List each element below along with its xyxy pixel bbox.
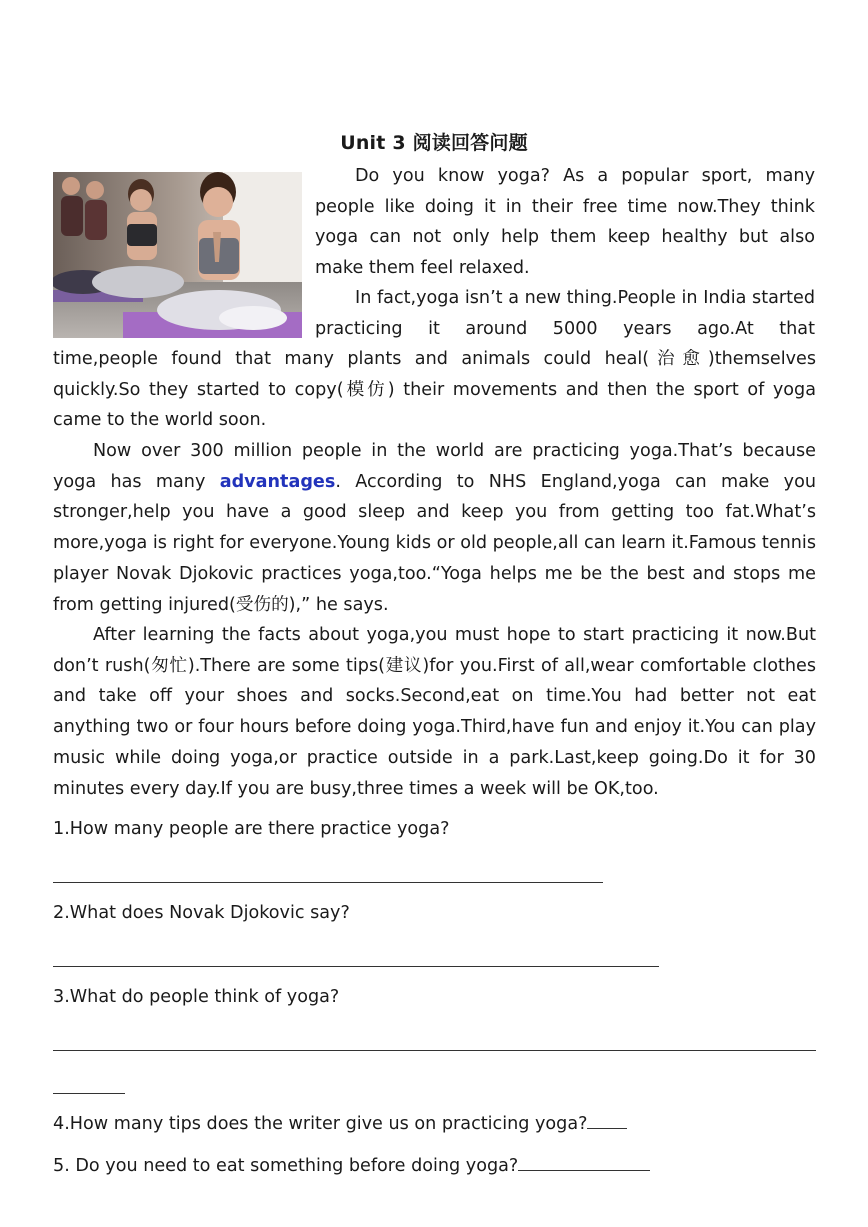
paragraph-1: Do you know yoga? As a popular sport, many people like doing it in their free time now.They think yoga can not only help them keep healthy but also make them feel relaxed. (315, 166, 815, 279)
paragraph-3 (53, 436, 816, 620)
answer-line-3[interactable] (53, 1050, 816, 1051)
yoga-class-photo (53, 172, 302, 338)
question-3: 3.What do people think of yoga? (53, 987, 340, 1007)
question-5 (53, 1152, 650, 1180)
question-1: 1.How many people are there practice yoga? (53, 819, 450, 839)
paragraph-3-end: . According to NHS England,yoga can make you stronger,help you have a good sleep and keep you from getting too fat.What’s more,yoga is right for everyone.Young kids or old people,all can learn it.Famous tennis player Novak Djokovic practices yoga,too.“Yoga helps me be the best and stops me from getting injured(受伤的),” he says. (53, 471, 817, 615)
question-2: 2.What does Novak Djokovic say? (53, 903, 350, 923)
paragraph-4: After learning the facts about yoga,you must hope to start practicing it now.But don’t rush(匆忙).There are some tips(建议)for you.First of all,wear comfortable clothes and take off your shoes and socks.Second,eat on time.You had better not eat anything two or four hours before doing yoga.Third,have fun and enjoy it.You can play music while doing yoga,or practice outside in a park.Last,keep going.Do it for 30 minutes every day.If you are busy,three times a week will be OK,too. (53, 625, 816, 799)
page-title: Unit 3 阅读回答问题 (340, 132, 528, 154)
paragraph-2-rest: time,people found that many plants and animals could heal(治愈)themselves quickly.So they started to copy(模仿) their movements and then the sport of yoga came to the world soon. (53, 349, 816, 431)
answer-blank-5[interactable] (518, 1156, 650, 1171)
highlighted-word: advantages (219, 471, 336, 492)
question-4 (53, 1110, 627, 1138)
answer-blank-4[interactable] (587, 1114, 627, 1129)
answer-line-2[interactable] (53, 966, 659, 967)
question-4-text: 4.How many tips does the writer give us on practicing yoga? (53, 1114, 588, 1134)
paragraph-2-top: In fact,yoga isn’t a new thing.People in India started practicing it around 5000 years ago.At that (315, 288, 815, 339)
answer-line-3-continued[interactable] (53, 1093, 125, 1094)
question-5-text: 5. Do you need to eat something before doing yoga? (53, 1156, 519, 1176)
answer-line-1[interactable] (53, 882, 603, 883)
paragraph-3-start: Now over 300 million people in the world are practicing yoga.That’s because yoga has many (53, 441, 816, 492)
